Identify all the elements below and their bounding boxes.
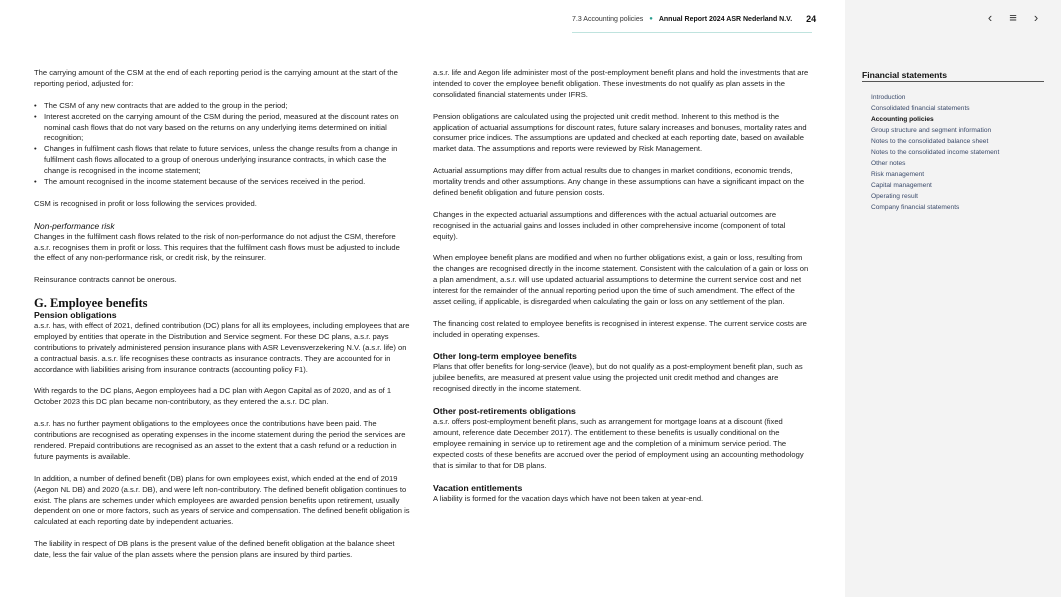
sidebar-item-accounting-policies[interactable]: Accounting policies [871, 116, 934, 123]
sidebar [845, 0, 1061, 597]
list-item: • The amount recognised in the income statement because of the services received in the period. [34, 177, 412, 188]
non-performance-text: Changes in the fulfilment cash flows related to the risk of non-performance do not adjust the CSM, therefore a.s.r. recognises them in profit or loss. This requires that the fulfilment cash flows must be adjusted to include the effect of any non-performance risk, or credit risk, by the reinsurer. [34, 231, 400, 263]
sidebar-item-balance-sheet-notes[interactable]: Notes to the consolidated balance sheet [871, 138, 989, 145]
pension-paragraph: With regards to the DC plans, Aegon employees had a DC plan with Aegon Capital as of 2020, and as of 1 October 2023 this DC plan became non-contributory, as they entered the a.s.r. DC plan. [34, 386, 392, 407]
sidebar-title-rule [862, 81, 1044, 82]
page-number: 24 [806, 14, 817, 24]
left-column [34, 68, 412, 572]
sidebar-item-consolidated-statements[interactable]: Consolidated financial statements [871, 105, 970, 112]
sidebar-item-operating-result[interactable]: Operating result [871, 193, 918, 200]
csm-recognition: CSM is recognised in profit or loss following the services provided. [34, 198, 257, 208]
body-paragraph: When employee benefit plans are modified and when no further obligations exist, a gain or loss, resulting from the changes are recognised directly in the income statement. Consistent with the calculation of a gain or loss on a plan amendment, a.s.r. will use updated actuarial assumptions to determine the current service cost and net interest for the remainder of the annual reporting period upon the time of such amendment. The effect of the asset ceiling, if applicable, is disregarded when calculating the gain or loss on any settlement of the plan. [433, 253, 809, 306]
section-label: 7.3 Accounting policies [572, 15, 644, 23]
sidebar-title: Financial statements [862, 70, 948, 80]
body-paragraph: Actuarial assumptions may differ from actual results due to changes in market conditions, economic trends, mortality trends and other assumptions. Any change in these assumptions can have a significant impact on the defined benefit obligation and future pension costs. [433, 166, 805, 197]
list-item: • The CSM of any new contracts that are added to the group in the period; [34, 101, 412, 112]
chevron-left-icon[interactable]: ‹ [987, 10, 993, 25]
report-title: Annual Report 2024 ASR Nederland N.V. [658, 15, 793, 23]
pension-obligations-heading: Pension obligations [34, 310, 117, 321]
long-term-benefits-heading: Other long-term employee benefits [433, 351, 577, 362]
long-term-benefits-text: Plans that offer benefits for long-service (leave), but do not qualify as a post-employment benefit plan, such as jubilee benefits, are measured at present value using the projected unit credit method and changes are recognised directly in the income statement. [433, 362, 803, 394]
csm-intro: The carrying amount of the CSM at the end of each reporting period is the carrying amount at the start of the reporting period, adjusted for: [34, 68, 398, 88]
non-performance-heading: Non-performance risk [34, 220, 115, 231]
sidebar-item-introduction[interactable]: Introduction [871, 94, 906, 101]
body-paragraph: Changes in the expected actuarial assumptions and differences with the actual actuarial outcomes are recognised in the actuarial gains and losses included in other comprehensive income (component of total equity). [433, 209, 786, 241]
post-retirement-heading: Other post-retirements obligations [433, 406, 576, 417]
sidebar-item-capital-management[interactable]: Capital management [871, 182, 932, 189]
pension-paragraph: a.s.r. has no further payment obligations to the employees once the contributions have been paid. The contributions are recognised as operating expenses in the income statement during the period the services are rendered. Prepaid contributions are recognised as an asset to the extent that a cash refund or a reduction in future payments is available. [34, 419, 406, 461]
sidebar-item-other-notes[interactable]: Other notes [871, 160, 906, 167]
sidebar-item-company-statements[interactable]: Company financial statements [871, 204, 960, 211]
sidebar-item-risk-management[interactable]: Risk management [871, 171, 925, 178]
header-rule [572, 32, 812, 33]
body-paragraph: a.s.r. life and Aegon life administer most of the post-employment benefit plans and hold the investments that are intended to cover the employee benefit obligation. These investments do not qualify as plan assets in the consolidated financial statements under IFRS. [433, 68, 809, 99]
reinsurance-text: Reinsurance contracts cannot be onerous. [34, 275, 177, 285]
sidebar-item-group-structure[interactable]: Group structure and segment information [871, 127, 992, 134]
body-paragraph: The financing cost related to employee benefits is recognised in interest expense. The current service costs are included in operating expenses. [433, 318, 807, 339]
list-item: • Interest accreted on the carrying amount of the CSM during the period, measured at the discount rates on nominal cash flows that do not vary based on the returns on any underlying items determined on initial recognition; [34, 112, 412, 145]
menu-icon[interactable]: ≡ [1009, 10, 1017, 25]
vacation-text: A liability is formed for the vacation days which have not been taken at year-end. [433, 493, 704, 503]
employee-benefits-heading: G. Employee benefits [34, 296, 148, 311]
list-item: • Changes in fulfilment cash flows that relate to future services, unless the change results from a change in fulfilment cash flows allocated to a group of onerous underlying insurance contracts, in which case the change is recognised in the income statement; [34, 144, 412, 177]
sidebar-item-income-statement-notes[interactable]: Notes to the consolidated income statement [871, 149, 1000, 156]
separator-dot-icon: ● [649, 16, 653, 22]
right-column [433, 68, 811, 515]
sidebar-list [871, 92, 999, 213]
chevron-right-icon[interactable]: › [1033, 10, 1039, 25]
page-header [572, 14, 816, 24]
pension-paragraph: The liability in respect of DB plans is the present value of the defined benefit obligation at the balance sheet date, less the fair value of the plan assets where the pension plans are insured by third parties. [34, 539, 395, 560]
post-retirement-text: a.s.r. offers post-employment benefit plans, such as arrangement for mortgage loans at a discount (fixed amount, reference date December 2017). The entitlement to these benefits is usually conditional on the employee remaining in service up to retirement age and the completion of a minimum service period. The expected costs of these benefits are accrued over the period of employment using an accounting methodology that is similar to that for DB plans. [433, 417, 804, 470]
body-paragraph: Pension obligations are calculated using the projected unit credit method. Inherent to this method is the application of actuarial assumptions for discount rates, future salary increases and bonuses, mortality rates and consumer price indices. The assumptions are updated and checked at each reporting date, based on available market data. The assumptions and reports were reviewed by Risk Management. [433, 111, 807, 154]
pension-paragraph: a.s.r. has, with effect of 2021, defined contribution (DC) plans for all its employees, including employees that are employed by entities that operate in the Distribution and Service segment. For these DC plans, a.s.r. pays contributions to privately administered pension insurance plans with ASR Levensverzekering N.V. (a.s.r. life) on a contractual basis. a.s.r. life recognises these contracts as insurance contracts. They are accounted for in accordance with liabilities arising from insurance contracts (accounting policy F1). [34, 321, 410, 374]
page-nav [985, 10, 1041, 25]
csm-adjustments-list [34, 101, 412, 188]
pension-paragraph: In addition, a number of defined benefit (DB) plans for own employees exist, which ended at the end of 2019 (Aegon NL DB) and 2020 (a.s.r. DB), and were left non-contributory. The defined benefit obligation continues to exist. The plans are schemes under which employees are awarded pension benefits upon retirement, usually dependent on one or more factors, such as years of service and compensation. The defined benefit obligation is calculated at each reporting date by independent actuaries. [34, 473, 410, 527]
vacation-heading: Vacation entitlements [433, 482, 523, 493]
